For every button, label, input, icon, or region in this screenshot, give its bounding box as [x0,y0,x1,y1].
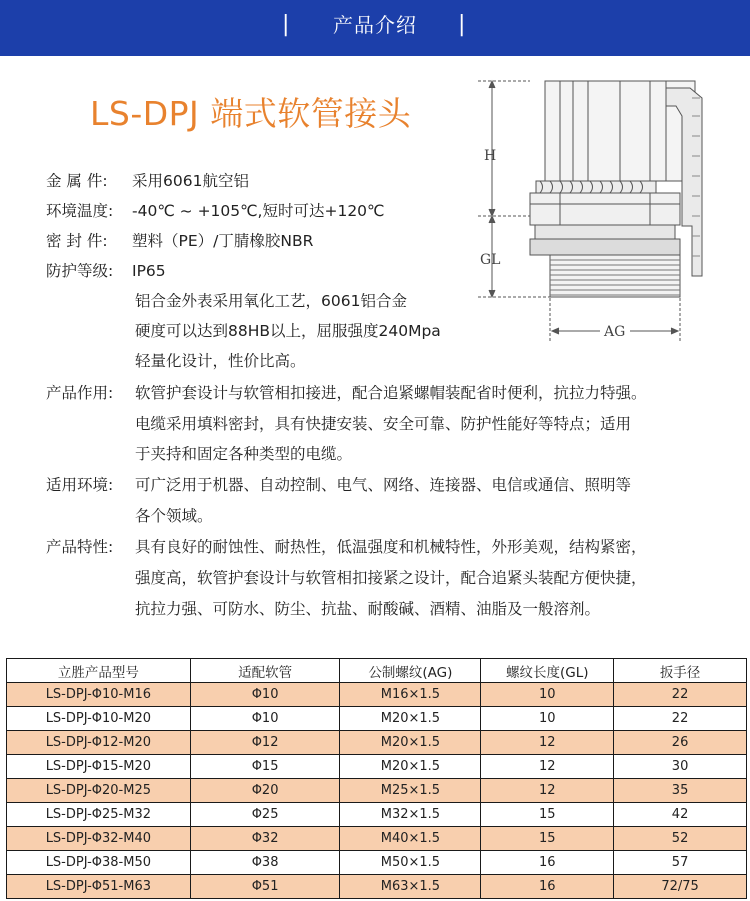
spec-material [46,170,249,192]
desc-line: 各个领域。 [135,507,213,525]
table-row [7,875,747,899]
spec-label: 密 封 件: [46,232,108,250]
cell-wrench: 30 [614,755,747,779]
desc-line: 抗拉力强、可防水、防尘、抗盐、耐酸碱、酒精、油脂及一般溶剂。 [135,600,601,618]
dimension-label-h: H [484,148,497,164]
col-header-thread: 公制螺纹(AG) [340,659,481,683]
table-row [7,827,747,851]
cell-thread: M25×1.5 [340,779,481,803]
desc-line: 强度高，软管护套设计与软管相扣接紧之设计，配合追紧头装配方便快捷， [135,569,647,587]
cell-hose: Φ38 [190,851,340,875]
spec-value: -40℃ ~ +105℃,短时可达+120℃ [132,202,385,220]
cell-thread-length: 12 [481,779,614,803]
cell-model: LS-DPJ-Φ20-M25 [7,779,191,803]
col-header-model: 立胜产品型号 [7,659,191,683]
table-row [7,731,747,755]
cell-thread: M63×1.5 [340,875,481,899]
cell-hose: Φ32 [190,827,340,851]
desc-line: 于夹持和固定各种类型的电缆。 [135,445,353,463]
spec-note-line: 硬度可以达到88HB以上，屈服强度240Mpa [135,322,441,340]
cell-thread: M20×1.5 [340,755,481,779]
cell-wrench: 26 [614,731,747,755]
desc-label: 产品作用: [46,384,114,402]
cell-thread-length: 10 [481,707,614,731]
cell-thread-length: 16 [481,851,614,875]
spec-table [6,658,747,899]
desc-line: 可广泛用于机器、自动控制、电气、网络、连接器、电信或通信、照明等 [135,476,632,494]
cell-thread-length: 16 [481,875,614,899]
col-header-thread-length: 螺纹长度(GL) [481,659,614,683]
cell-hose: Φ15 [190,755,340,779]
desc-label: 产品特性: [46,538,114,556]
cell-wrench: 35 [614,779,747,803]
cell-model: LS-DPJ-Φ51-M63 [7,875,191,899]
spec-note-line: 轻量化设计，性价比高。 [135,352,306,370]
desc-line: 电缆采用填料密封，具有快捷安装、安全可靠、防护性能好等特点；适用 [135,415,632,433]
cell-wrench: 57 [614,851,747,875]
connector-technical-drawing [470,76,730,356]
cell-model: LS-DPJ-Φ25-M32 [7,803,191,827]
cell-thread-length: 10 [481,683,614,707]
cell-thread: M20×1.5 [340,731,481,755]
cell-thread: M20×1.5 [340,707,481,731]
cell-hose: Φ10 [190,683,340,707]
desc-function [46,382,647,404]
cell-thread: M32×1.5 [340,803,481,827]
header-separator-right: | [458,12,466,37]
col-header-wrench: 扳手径 [614,659,747,683]
spec-note-line: 铝合金外表采用氧化工艺，6061铝合金 [135,292,407,310]
dimension-label-gl: GL [480,252,501,268]
table-row [7,851,747,875]
spec-temperature [46,200,384,222]
spec-value: IP65 [132,262,166,280]
cell-hose: Φ12 [190,731,340,755]
cell-thread-length: 15 [481,803,614,827]
table-row [7,803,747,827]
header-title: 产品介绍 [333,13,417,37]
cell-wrench: 72/75 [614,875,747,899]
spec-label: 防护等级: [46,262,114,280]
spec-label: 环境温度: [46,202,114,220]
spec-value: 塑料（PE）/丁腈橡胶NBR [132,232,314,250]
cell-wrench: 52 [614,827,747,851]
desc-label: 适用环境: [46,476,114,494]
cell-wrench: 22 [614,683,747,707]
table-row [7,707,747,731]
header-separator-left: | [282,12,290,37]
table-row [7,755,747,779]
desc-environment [46,474,631,496]
product-title: LS-DPJ 端式软管接头 [90,94,412,133]
cell-model: LS-DPJ-Φ10-M20 [7,707,191,731]
cell-model: LS-DPJ-Φ12-M20 [7,731,191,755]
desc-features [46,536,647,558]
cell-hose: Φ20 [190,779,340,803]
cell-model: LS-DPJ-Φ32-M40 [7,827,191,851]
cell-hose: Φ51 [190,875,340,899]
spec-value: 采用6061航空铝 [132,172,249,190]
cell-hose: Φ25 [190,803,340,827]
cell-model: LS-DPJ-Φ15-M20 [7,755,191,779]
cell-model: LS-DPJ-Φ10-M16 [7,683,191,707]
cell-model: LS-DPJ-Φ38-M50 [7,851,191,875]
spec-seal [46,230,313,252]
cell-hose: Φ10 [190,707,340,731]
dimension-label-ag: AG [604,324,626,340]
cell-wrench: 22 [614,707,747,731]
table-header-row [7,659,747,683]
spec-label: 金 属 件: [46,172,108,190]
header-bar [0,0,750,56]
desc-line: 具有良好的耐蚀性、耐热性，低温强度和机械特性，外形美观，结构紧密， [135,538,647,556]
col-header-hose: 适配软管 [190,659,340,683]
spec-protection [46,260,166,282]
cell-thread: M16×1.5 [340,683,481,707]
table-row [7,683,747,707]
cell-thread-length: 15 [481,827,614,851]
cell-wrench: 42 [614,803,747,827]
cell-thread: M40×1.5 [340,827,481,851]
cell-thread-length: 12 [481,731,614,755]
table-row [7,779,747,803]
cell-thread: M50×1.5 [340,851,481,875]
cell-thread-length: 12 [481,755,614,779]
desc-line: 软管护套设计与软管相扣接进，配合追紧螺帽装配省时便利，抗拉力特强。 [135,384,647,402]
